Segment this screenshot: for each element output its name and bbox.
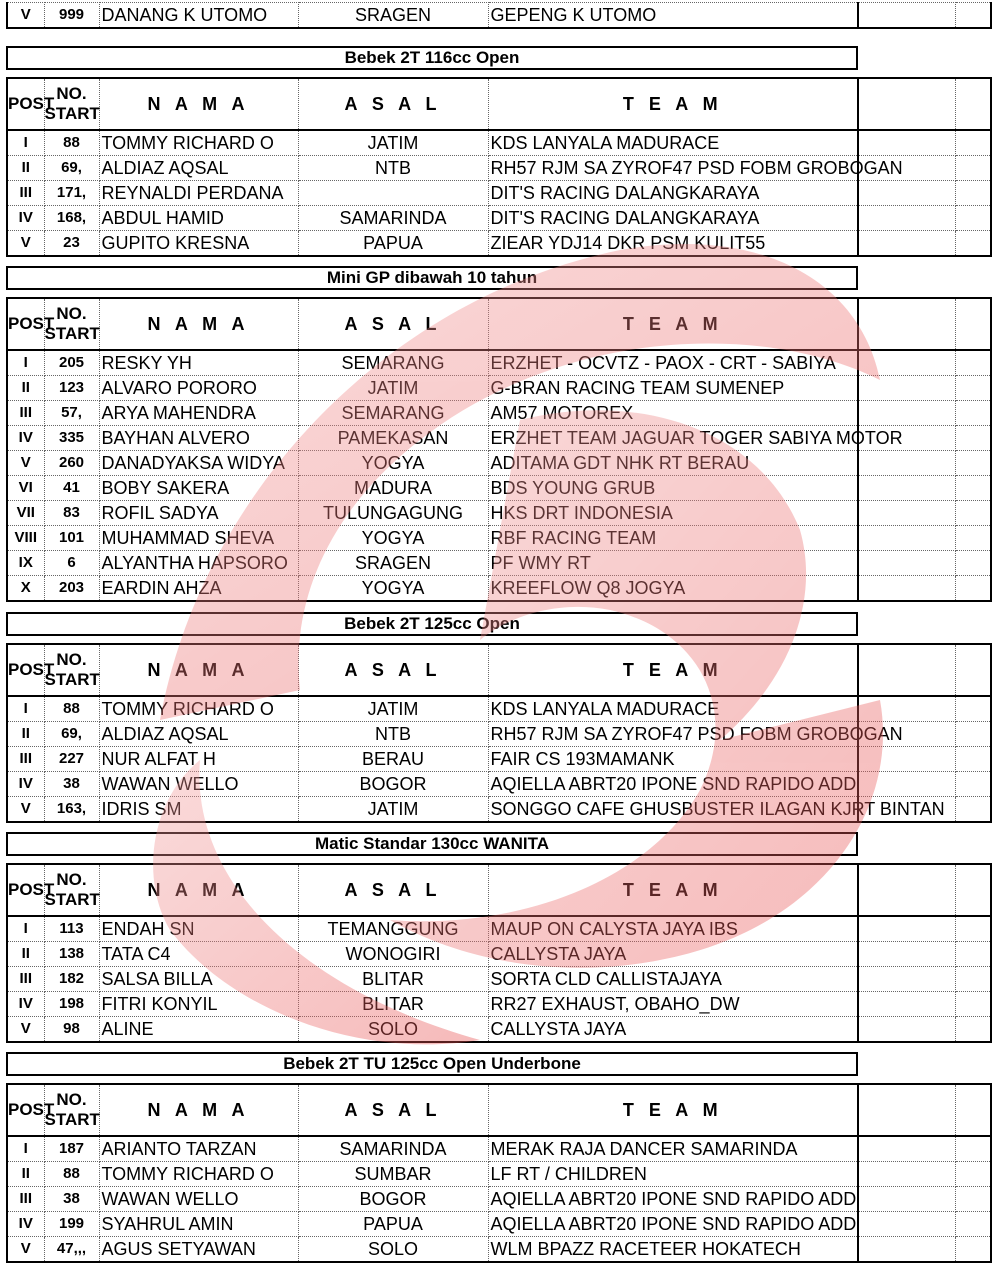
pos-cell: II [7, 156, 44, 181]
origin-cell: JATIM [298, 376, 488, 401]
table-row [7, 231, 991, 257]
pos-cell: V [7, 451, 44, 476]
name-cell: ARYA MAHENDRA [99, 401, 298, 426]
header-start-number: NO. START [44, 864, 99, 916]
name-cell: AGUS SETYAWAN [99, 1237, 298, 1263]
blank-cell [955, 1187, 991, 1212]
table-row [7, 526, 991, 551]
start-number-cell: 182 [44, 967, 99, 992]
name-cell: NUR ALFAT H [99, 747, 298, 772]
pos-cell: IX [7, 551, 44, 576]
blank-cell [955, 942, 991, 967]
results-table [6, 1083, 992, 1263]
blank-cell [858, 130, 955, 156]
pos-cell: V [7, 231, 44, 257]
origin-cell: YOGYA [298, 451, 488, 476]
team-cell: AQIELLA ABRT20 IPONE SND RAPIDO ADD [488, 1187, 858, 1212]
team-cell: MAUP ON CALYSTA JAYA IBS [488, 916, 858, 942]
start-number-cell: 69, [44, 156, 99, 181]
header-team: T E A M [488, 78, 858, 130]
table-row [7, 3, 991, 29]
start-number-cell: 69, [44, 722, 99, 747]
table-row [7, 967, 991, 992]
pos-cell: V [7, 1237, 44, 1263]
team-cell: WLM BPAZZ RACETEER HOKATECH [488, 1237, 858, 1263]
name-cell: TOMMY RICHARD O [99, 130, 298, 156]
start-number-cell: 187 [44, 1136, 99, 1162]
table-row [7, 797, 991, 823]
blank-cell [955, 1136, 991, 1162]
start-number-cell: 227 [44, 747, 99, 772]
blank-cell [858, 1136, 955, 1162]
header-pos: POST [7, 78, 44, 130]
blank-cell [955, 1212, 991, 1237]
pos-cell: IV [7, 206, 44, 231]
name-cell: SALSA BILLA [99, 967, 298, 992]
team-cell: KREEFLOW Q8 JOGYA [488, 576, 858, 602]
team-cell: AM57 MOTOREX [488, 401, 858, 426]
header-origin: A S A L [298, 644, 488, 696]
start-number-cell: 260 [44, 451, 99, 476]
team-cell: FAIR CS 193MAMANK [488, 747, 858, 772]
header-name: N A M A [99, 644, 298, 696]
table-row [7, 181, 991, 206]
team-cell: PF WMY RT [488, 551, 858, 576]
header-pos: POST [7, 1084, 44, 1136]
blank-cell [955, 722, 991, 747]
pos-cell: II [7, 376, 44, 401]
start-number-cell: 38 [44, 1187, 99, 1212]
results-table [6, 297, 992, 602]
category-title: Bebek 2T 125cc Open [6, 612, 858, 636]
name-cell: GUPITO KRESNA [99, 231, 298, 257]
blank-cell [858, 181, 955, 206]
pos-cell: IV [7, 426, 44, 451]
pos-cell: V [7, 3, 44, 29]
origin-cell: SEMARANG [298, 350, 488, 376]
name-cell: WAWAN WELLO [99, 772, 298, 797]
pos-cell: III [7, 967, 44, 992]
blank-cell [955, 298, 991, 350]
table-row [7, 206, 991, 231]
table-row [7, 451, 991, 476]
pos-cell: III [7, 401, 44, 426]
table-row [7, 1237, 991, 1263]
name-cell: ABDUL HAMID [99, 206, 298, 231]
table-header-row [7, 644, 991, 696]
start-number-cell: 57, [44, 401, 99, 426]
header-origin: A S A L [298, 298, 488, 350]
table-row [7, 696, 991, 722]
team-cell: RH57 RJM SA ZYROF47 PSD FOBM GROBOGAN [488, 156, 858, 181]
origin-cell: SOLO [298, 1017, 488, 1043]
origin-cell: NTB [298, 722, 488, 747]
blank-cell [858, 451, 955, 476]
table-row [7, 130, 991, 156]
start-number-cell: 171, [44, 181, 99, 206]
pos-cell: IV [7, 992, 44, 1017]
origin-cell: NTB [298, 156, 488, 181]
origin-cell: MADURA [298, 476, 488, 501]
table-row [7, 1136, 991, 1162]
team-cell: HKS DRT INDONESIA [488, 501, 858, 526]
origin-cell: BLITAR [298, 967, 488, 992]
name-cell: ALYANTHA HAPSORO [99, 551, 298, 576]
start-number-cell: 203 [44, 576, 99, 602]
blank-cell [858, 526, 955, 551]
origin-cell: SEMARANG [298, 401, 488, 426]
origin-cell: TEMANGGUNG [298, 916, 488, 942]
origin-cell: PAPUA [298, 231, 488, 257]
team-cell: RH57 RJM SA ZYROF47 PSD FOBM GROBOGAN [488, 722, 858, 747]
origin-cell: SRAGEN [298, 551, 488, 576]
table-row [7, 576, 991, 602]
origin-cell: JATIM [298, 696, 488, 722]
pos-cell: III [7, 1187, 44, 1212]
blank-cell [955, 1017, 991, 1043]
blank-cell [955, 1084, 991, 1136]
origin-cell [298, 181, 488, 206]
pos-cell: VII [7, 501, 44, 526]
pos-cell: III [7, 181, 44, 206]
table-row [7, 501, 991, 526]
blank-cell [955, 1162, 991, 1187]
start-number-cell: 205 [44, 350, 99, 376]
category-title: Bebek 2T TU 125cc Open Underbone [6, 1052, 858, 1076]
blank-cell [955, 772, 991, 797]
origin-cell: PAMEKASAN [298, 426, 488, 451]
header-start-number: NO. START [44, 78, 99, 130]
start-number-cell: 23 [44, 231, 99, 257]
team-cell: ZIEAR YDJ14 DKR PSM KULIT55 [488, 231, 858, 257]
header-team: T E A M [488, 864, 858, 916]
start-number-cell: 168, [44, 206, 99, 231]
table-row [7, 1162, 991, 1187]
results-table [6, 863, 992, 1043]
blank-cell [955, 967, 991, 992]
team-cell: ERZHET - OCVTZ - PAOX - CRT - SABIYA [488, 350, 858, 376]
category-title: Matic Standar 130cc WANITA [6, 832, 858, 856]
category-title: Mini GP dibawah 10 tahun [6, 266, 858, 290]
blank-cell [955, 747, 991, 772]
blank-cell [858, 1212, 955, 1237]
header-start-number: NO. START [44, 644, 99, 696]
start-number-cell: 163, [44, 797, 99, 823]
name-cell: DANANG K UTOMO [99, 3, 298, 29]
blank-cell [858, 644, 955, 696]
blank-cell [955, 644, 991, 696]
start-number-cell: 198 [44, 992, 99, 1017]
start-number-cell: 98 [44, 1017, 99, 1043]
table-header-row [7, 78, 991, 130]
blank-cell [955, 992, 991, 1017]
team-cell: KDS LANYALA MADURACE [488, 696, 858, 722]
pos-cell: I [7, 1136, 44, 1162]
origin-cell: BLITAR [298, 992, 488, 1017]
header-team: T E A M [488, 1084, 858, 1136]
pos-cell: II [7, 942, 44, 967]
name-cell: IDRIS SM [99, 797, 298, 823]
origin-cell: BOGOR [298, 1187, 488, 1212]
results-table [6, 77, 992, 257]
blank-cell [955, 526, 991, 551]
start-number-cell: 88 [44, 130, 99, 156]
blank-cell [858, 747, 955, 772]
start-number-cell: 6 [44, 551, 99, 576]
blank-cell [955, 130, 991, 156]
blank-cell [955, 206, 991, 231]
table-row [7, 376, 991, 401]
header-start-number: NO. START [44, 298, 99, 350]
header-pos: POST [7, 298, 44, 350]
blank-cell [858, 942, 955, 967]
table-row [7, 156, 991, 181]
blank-cell [955, 181, 991, 206]
blank-cell [858, 967, 955, 992]
team-cell: ERZHET TEAM JAGUAR TOGER SABIYA MOTOR [488, 426, 858, 451]
header-origin: A S A L [298, 864, 488, 916]
origin-cell: SRAGEN [298, 3, 488, 29]
origin-cell: JATIM [298, 797, 488, 823]
results-table-top [6, 2, 992, 29]
origin-cell: SAMARINDA [298, 1136, 488, 1162]
blank-cell [858, 1187, 955, 1212]
name-cell: DANADYAKSA WIDYA [99, 451, 298, 476]
table-row [7, 551, 991, 576]
blank-cell [955, 376, 991, 401]
header-name: N A M A [99, 864, 298, 916]
header-name: N A M A [99, 78, 298, 130]
team-cell: SORTA CLD CALLISTAJAYA [488, 967, 858, 992]
start-number-cell: 123 [44, 376, 99, 401]
results-table [6, 643, 992, 823]
origin-cell: WONOGIRI [298, 942, 488, 967]
name-cell: WAWAN WELLO [99, 1187, 298, 1212]
name-cell: SYAHRUL AMIN [99, 1212, 298, 1237]
blank-cell [955, 426, 991, 451]
pos-cell: X [7, 576, 44, 602]
blank-cell [955, 916, 991, 942]
blank-cell [858, 3, 955, 29]
name-cell: BAYHAN ALVERO [99, 426, 298, 451]
start-number-cell: 113 [44, 916, 99, 942]
header-origin: A S A L [298, 1084, 488, 1136]
blank-cell [858, 1084, 955, 1136]
name-cell: RESKY YH [99, 350, 298, 376]
team-cell: GEPENG K UTOMO [488, 3, 858, 29]
blank-cell [955, 78, 991, 130]
name-cell: TOMMY RICHARD O [99, 1162, 298, 1187]
table-row [7, 1017, 991, 1043]
blank-cell [858, 576, 955, 602]
name-cell: ALINE [99, 1017, 298, 1043]
start-number-cell: 88 [44, 696, 99, 722]
start-number-cell: 88 [44, 1162, 99, 1187]
blank-cell [955, 797, 991, 823]
origin-cell: TULUNGAGUNG [298, 501, 488, 526]
team-cell: SONGGO CAFE GHUSBUSTER ILAGAN KJRT BINTAN [488, 797, 858, 823]
origin-cell: BOGOR [298, 772, 488, 797]
team-cell: CALLYSTA JAYA [488, 1017, 858, 1043]
name-cell: ALVARO PORORO [99, 376, 298, 401]
start-number-cell: 47,,, [44, 1237, 99, 1263]
team-cell: DIT'S RACING DALANGKARAYA [488, 181, 858, 206]
team-cell: KDS LANYALA MADURACE [488, 130, 858, 156]
blank-cell [955, 401, 991, 426]
blank-cell [858, 206, 955, 231]
table-row [7, 992, 991, 1017]
blank-cell [858, 551, 955, 576]
blank-cell [955, 551, 991, 576]
origin-cell: SAMARINDA [298, 206, 488, 231]
table-header-row [7, 298, 991, 350]
start-number-cell: 41 [44, 476, 99, 501]
blank-cell [858, 864, 955, 916]
name-cell: ENDAH SN [99, 916, 298, 942]
header-team: T E A M [488, 644, 858, 696]
pos-cell: V [7, 1017, 44, 1043]
table-row [7, 476, 991, 501]
team-cell: AQIELLA ABRT20 IPONE SND RAPIDO ADD [488, 772, 858, 797]
start-number-cell: 335 [44, 426, 99, 451]
table-row [7, 772, 991, 797]
start-number-cell: 101 [44, 526, 99, 551]
category-title: Bebek 2T 116cc Open [6, 46, 858, 70]
blank-cell [858, 772, 955, 797]
blank-cell [858, 1237, 955, 1263]
start-number-cell: 199 [44, 1212, 99, 1237]
team-cell: DIT'S RACING DALANGKARAYA [488, 206, 858, 231]
table-row [7, 747, 991, 772]
header-pos: POST [7, 644, 44, 696]
blank-cell [858, 696, 955, 722]
table-row [7, 401, 991, 426]
origin-cell: SUMBAR [298, 1162, 488, 1187]
blank-cell [955, 501, 991, 526]
name-cell: REYNALDI PERDANA [99, 181, 298, 206]
team-cell: ADITAMA GDT NHK RT BERAU [488, 451, 858, 476]
origin-cell: YOGYA [298, 576, 488, 602]
blank-cell [858, 350, 955, 376]
table-row [7, 722, 991, 747]
team-cell: RBF RACING TEAM [488, 526, 858, 551]
start-number-cell: 138 [44, 942, 99, 967]
name-cell: TATA C4 [99, 942, 298, 967]
table-row [7, 916, 991, 942]
origin-cell: JATIM [298, 130, 488, 156]
blank-cell [858, 992, 955, 1017]
origin-cell: PAPUA [298, 1212, 488, 1237]
pos-cell: IV [7, 1212, 44, 1237]
blank-cell [858, 401, 955, 426]
pos-cell: VI [7, 476, 44, 501]
blank-cell [858, 376, 955, 401]
name-cell: ALDIAZ AQSAL [99, 722, 298, 747]
blank-cell [955, 350, 991, 376]
blank-cell [858, 476, 955, 501]
header-name: N A M A [99, 298, 298, 350]
team-cell: BDS YOUNG GRUB [488, 476, 858, 501]
blank-cell [955, 576, 991, 602]
header-start-number: NO. START [44, 1084, 99, 1136]
start-number-cell: 83 [44, 501, 99, 526]
pos-cell: II [7, 722, 44, 747]
table-row [7, 426, 991, 451]
blank-cell [858, 78, 955, 130]
blank-cell [955, 476, 991, 501]
blank-cell [955, 3, 991, 29]
header-pos: POST [7, 864, 44, 916]
team-cell: LF RT / CHILDREN [488, 1162, 858, 1187]
name-cell: EARDIN AHZA [99, 576, 298, 602]
name-cell: TOMMY RICHARD O [99, 696, 298, 722]
pos-cell: I [7, 350, 44, 376]
header-team: T E A M [488, 298, 858, 350]
blank-cell [858, 916, 955, 942]
blank-cell [955, 696, 991, 722]
table-header-row [7, 1084, 991, 1136]
origin-cell: YOGYA [298, 526, 488, 551]
pos-cell: V [7, 797, 44, 823]
name-cell: BOBY SAKERA [99, 476, 298, 501]
pos-cell: VIII [7, 526, 44, 551]
name-cell: MUHAMMAD SHEVA [99, 526, 298, 551]
table-header-row [7, 864, 991, 916]
blank-cell [955, 1237, 991, 1263]
team-cell: AQIELLA ABRT20 IPONE SND RAPIDO ADD [488, 1212, 858, 1237]
team-cell: G-BRAN RACING TEAM SUMENEP [488, 376, 858, 401]
blank-cell [858, 1017, 955, 1043]
blank-cell [955, 156, 991, 181]
blank-cell [858, 501, 955, 526]
blank-cell [955, 864, 991, 916]
table-row [7, 1212, 991, 1237]
team-cell: RR27 EXHAUST, OBAHO_DW [488, 992, 858, 1017]
origin-cell: SOLO [298, 1237, 488, 1263]
blank-cell [858, 298, 955, 350]
name-cell: ROFIL SADYA [99, 501, 298, 526]
header-origin: A S A L [298, 78, 488, 130]
blank-cell [955, 451, 991, 476]
pos-cell: III [7, 747, 44, 772]
blank-cell [858, 1162, 955, 1187]
team-cell: CALLYSTA JAYA [488, 942, 858, 967]
table-row [7, 942, 991, 967]
pos-cell: I [7, 696, 44, 722]
name-cell: FITRI KONYIL [99, 992, 298, 1017]
header-name: N A M A [99, 1084, 298, 1136]
pos-cell: I [7, 916, 44, 942]
pos-cell: I [7, 130, 44, 156]
blank-cell [858, 231, 955, 257]
table-row [7, 350, 991, 376]
start-number-cell: 38 [44, 772, 99, 797]
table-row [7, 1187, 991, 1212]
name-cell: ALDIAZ AQSAL [99, 156, 298, 181]
name-cell: ARIANTO TARZAN [99, 1136, 298, 1162]
team-cell: MERAK RAJA DANCER SAMARINDA [488, 1136, 858, 1162]
start-number-cell: 999 [44, 3, 99, 29]
pos-cell: II [7, 1162, 44, 1187]
origin-cell: BERAU [298, 747, 488, 772]
blank-cell [955, 231, 991, 257]
pos-cell: IV [7, 772, 44, 797]
